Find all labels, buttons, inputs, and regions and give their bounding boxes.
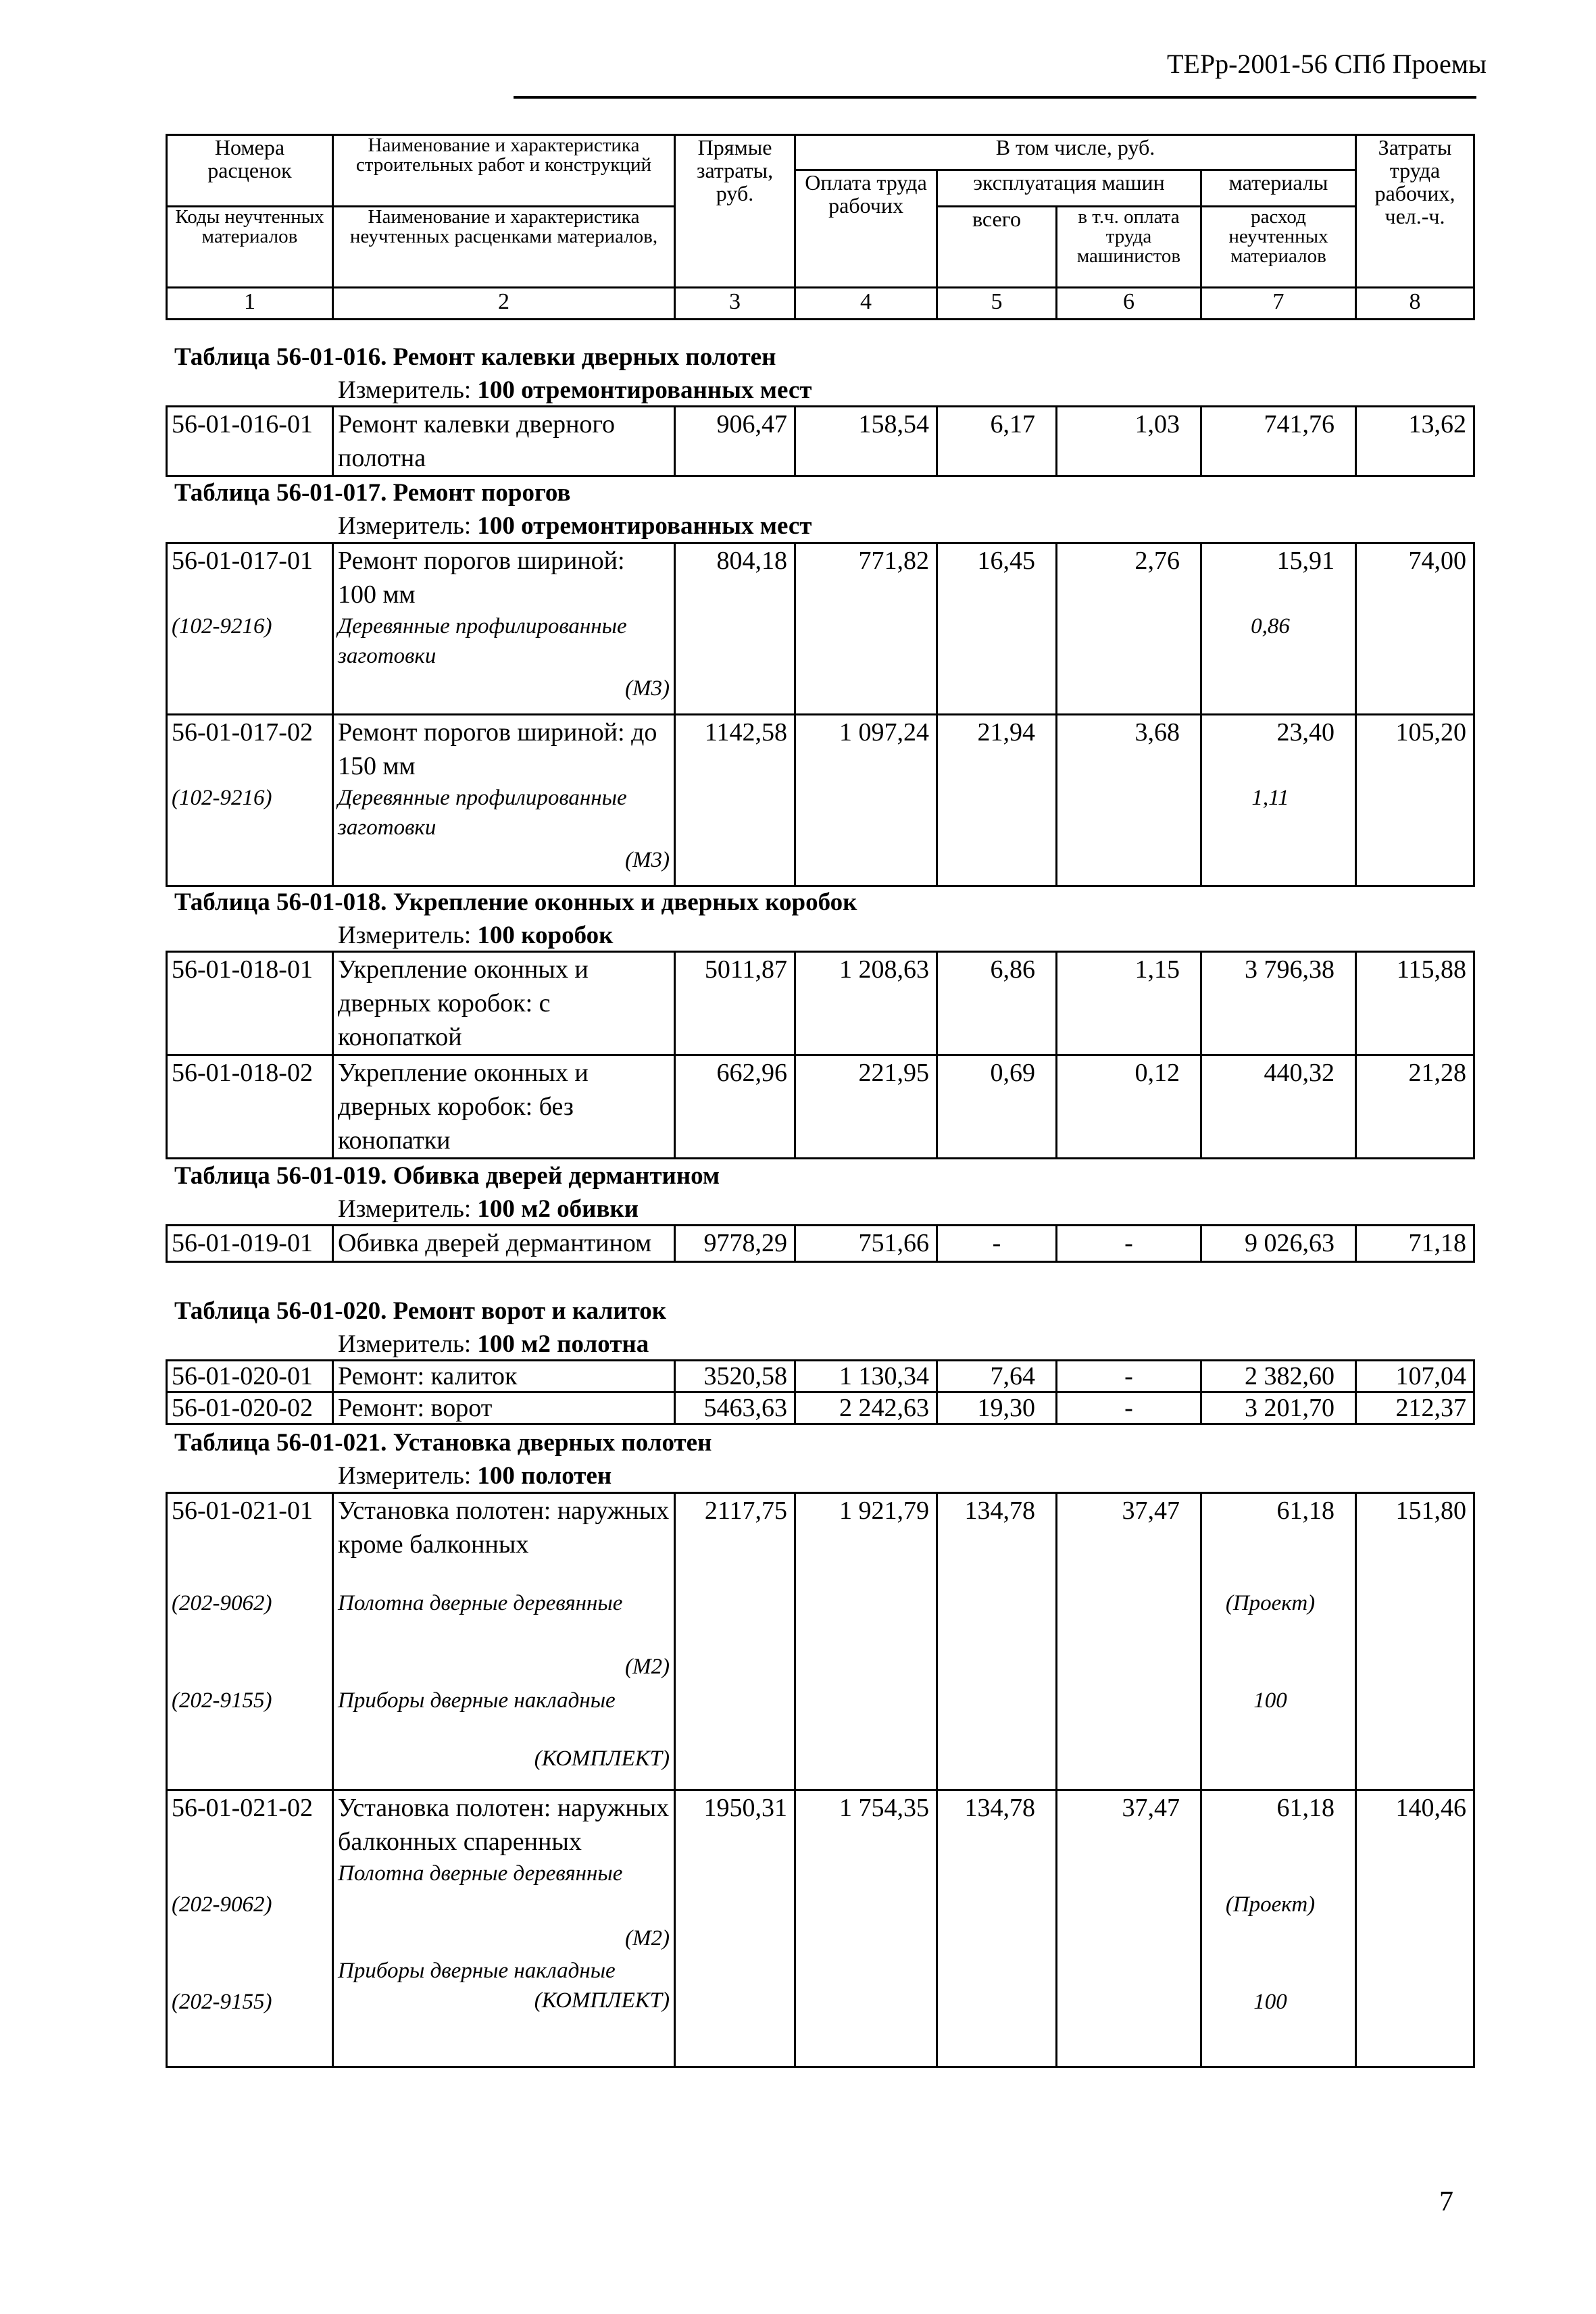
material-code: (202-9062) xyxy=(172,1591,272,1615)
machine-cost: 134,78 xyxy=(937,1790,1057,2067)
col-number: 8 xyxy=(1356,288,1474,320)
table-row xyxy=(167,407,1474,476)
section-measure: Измеритель: 100 отремонтированных мест xyxy=(338,376,812,404)
material-code: (102-9216) xyxy=(172,786,272,810)
col3-header: Прямые затраты, руб. xyxy=(675,135,795,288)
section-title: Таблица 56-01-020. Ремонт ворот и калиток xyxy=(174,1297,667,1325)
rate-code: 56-01-020-02 xyxy=(167,1392,333,1424)
materials-cost: 15,91 xyxy=(1276,547,1335,575)
table-row xyxy=(167,1392,1474,1424)
table-row xyxy=(167,715,1474,886)
col-number: 6 xyxy=(1057,288,1201,320)
materials-cost: 23,40 xyxy=(1276,718,1335,747)
machinist-labor-cost: 3,68 xyxy=(1057,715,1201,886)
rate-name: Укрепление оконных и дверных коробок: без конопатки xyxy=(333,1055,675,1159)
section-measure: Измеритель: 100 м2 обивки xyxy=(338,1195,639,1223)
col7-header: расход неучтенных материалов xyxy=(1201,207,1356,288)
rate-code: 56-01-020-01 xyxy=(167,1361,333,1392)
machinist-labor-cost: - xyxy=(1057,1226,1201,1262)
direct-cost: 3520,58 xyxy=(675,1361,795,1392)
rate-code: 56-01-018-01 xyxy=(167,952,333,1055)
section-table xyxy=(166,542,1475,887)
machine-cost: 7,64 xyxy=(937,1361,1057,1392)
labor-cost: 1 208,63 xyxy=(795,952,937,1055)
labor-hours: 107,04 xyxy=(1356,1361,1474,1392)
labor-hours: 71,18 xyxy=(1356,1226,1474,1262)
col-number: 7 xyxy=(1201,288,1356,320)
material-quantity: 100 xyxy=(1253,1990,1287,2014)
col6-header: в т.ч. оплата труда машинистов xyxy=(1057,207,1201,288)
table-row xyxy=(167,1361,1474,1392)
materials-cost: 440,32 xyxy=(1201,1055,1356,1159)
direct-cost: 804,18 xyxy=(675,543,795,715)
col2-bottom-header: Наименование и характеристика неучтенных расценками материалов, xyxy=(333,207,675,288)
material-unit: (КОМПЛЕКТ) xyxy=(534,1988,670,2013)
labor-cost: 1 130,34 xyxy=(795,1361,937,1392)
materials-cost: 61,18 xyxy=(1276,1794,1335,1822)
labor-hours: 212,37 xyxy=(1356,1392,1474,1424)
material-unit: (М2) xyxy=(625,1655,670,1679)
labor-cost: 2 242,63 xyxy=(795,1392,937,1424)
machine-cost: 16,45 xyxy=(937,543,1057,715)
machine-cost: 134,78 xyxy=(937,1493,1057,1790)
labor-hours: 13,62 xyxy=(1356,407,1474,476)
direct-cost: 1142,58 xyxy=(675,715,795,886)
material-name: Приборы дверные накладные xyxy=(338,1959,616,1983)
machine-cost: 21,94 xyxy=(937,715,1057,886)
col1-bottom-header: Коды неучтенных материалов xyxy=(167,207,333,288)
direct-cost: 5011,87 xyxy=(675,952,795,1055)
material-name: Деревянные профилированные заготовки xyxy=(338,614,627,668)
direct-cost: 662,96 xyxy=(675,1055,795,1159)
machinist-labor-cost: 0,12 xyxy=(1057,1055,1201,1159)
rate-code: 56-01-017-01 xyxy=(172,547,313,575)
rate-name: Установка полотен: наружных кроме балконных xyxy=(338,1496,670,1559)
table-row xyxy=(167,1790,1474,2067)
section-table xyxy=(166,1359,1475,1425)
table-row xyxy=(167,1226,1474,1262)
material-name: Деревянные профилированные заготовки xyxy=(338,786,627,840)
material-quantity: 100 xyxy=(1253,1688,1287,1713)
labor-hours: 74,00 xyxy=(1356,543,1474,715)
labor-cost: 771,82 xyxy=(795,543,937,715)
labor-hours: 151,80 xyxy=(1356,1493,1474,1790)
rate-name: Ремонт порогов шириной: 100 мм xyxy=(338,547,625,609)
materials-cost: 9 026,63 xyxy=(1201,1226,1356,1262)
header-rule xyxy=(514,96,1476,99)
section-table xyxy=(166,951,1475,1159)
table-row xyxy=(167,1493,1474,1790)
machinist-labor-cost: 2,76 xyxy=(1057,543,1201,715)
rate-name: Ремонт: ворот xyxy=(333,1392,675,1424)
rate-name: Ремонт калевки дверного полотна xyxy=(333,407,675,476)
direct-cost: 906,47 xyxy=(675,407,795,476)
machine-cost: 19,30 xyxy=(937,1392,1057,1424)
section-title: Таблица 56-01-019. Обивка дверей дермантином xyxy=(174,1162,720,1190)
materials-cost: 3 796,38 xyxy=(1201,952,1356,1055)
page-header-title: ТЕРр-2001-56 СПб Проемы xyxy=(1167,49,1487,79)
rate-name: Укрепление оконных и дверных коробок: с конопаткой xyxy=(333,952,675,1055)
section-table xyxy=(166,1224,1475,1263)
section-measure: Измеритель: 100 коробок xyxy=(338,922,614,949)
labor-cost: 1 754,35 xyxy=(795,1790,937,2067)
materials-cost: 741,76 xyxy=(1201,407,1356,476)
rate-code: 56-01-019-01 xyxy=(167,1226,333,1262)
page-number: 7 xyxy=(1439,2186,1453,2217)
material-code: (102-9216) xyxy=(172,614,272,638)
machinist-labor-cost: - xyxy=(1057,1361,1201,1392)
material-code: (202-9155) xyxy=(172,1688,272,1713)
labor-hours: 140,46 xyxy=(1356,1790,1474,2067)
labor-cost: 158,54 xyxy=(795,407,937,476)
labor-hours: 21,28 xyxy=(1356,1055,1474,1159)
machinist-labor-cost: 37,47 xyxy=(1057,1493,1201,1790)
machine-cost: 6,17 xyxy=(937,407,1057,476)
rate-code: 56-01-017-02 xyxy=(172,718,313,747)
section-title: Таблица 56-01-018. Укрепление оконных и дверных коробок xyxy=(174,888,857,916)
section-title: Таблица 56-01-021. Установка дверных полотен xyxy=(174,1429,712,1457)
direct-cost: 2117,75 xyxy=(675,1493,795,1790)
section-title: Таблица 56-01-017. Ремонт порогов xyxy=(174,479,571,507)
col5-header: всего xyxy=(937,207,1057,288)
col8-header: Затраты труда рабочих, чел.-ч. xyxy=(1356,135,1474,288)
col4-header: Оплата труда рабочих xyxy=(795,170,937,288)
col-number: 2 xyxy=(333,288,675,320)
material-quantity: 0,86 xyxy=(1251,614,1290,638)
rate-name: Ремонт порогов шириной: до 150 мм xyxy=(338,718,657,780)
labor-hours: 105,20 xyxy=(1356,715,1474,886)
labor-cost: 221,95 xyxy=(795,1055,937,1159)
material-unit: (КОМПЛЕКТ) xyxy=(534,1746,670,1771)
material-name: Полотна дверные деревянные xyxy=(338,1861,623,1886)
table-row xyxy=(167,1055,1474,1159)
materials-header: материалы xyxy=(1201,170,1356,207)
col-number: 3 xyxy=(675,288,795,320)
rate-code: 56-01-021-02 xyxy=(172,1794,313,1822)
material-name: Полотна дверные деревянные xyxy=(338,1591,623,1615)
material-name: Приборы дверные накладные xyxy=(338,1688,616,1713)
table-row xyxy=(167,952,1474,1055)
materials-cost: 2 382,60 xyxy=(1201,1361,1356,1392)
machinist-labor-cost: 1,03 xyxy=(1057,407,1201,476)
material-unit: (М2) xyxy=(625,1926,670,1951)
labor-cost: 1 921,79 xyxy=(795,1493,937,1790)
rate-name: Ремонт: калиток xyxy=(333,1361,675,1392)
table-header xyxy=(166,134,1475,320)
machine-cost: - xyxy=(937,1226,1057,1262)
machines-header: эксплуатация машин xyxy=(937,170,1201,207)
col-number: 1 xyxy=(167,288,333,320)
machinist-labor-cost: 37,47 xyxy=(1057,1790,1201,2067)
group-header: В том числе, руб. xyxy=(795,135,1356,170)
col2-top-header: Наименование и характеристика строительных работ и конструкций xyxy=(333,135,675,207)
section-table xyxy=(166,405,1475,477)
labor-cost: 1 097,24 xyxy=(795,715,937,886)
labor-hours: 115,88 xyxy=(1356,952,1474,1055)
col-number: 5 xyxy=(937,288,1057,320)
section-title: Таблица 56-01-016. Ремонт калевки дверных полотен xyxy=(174,343,776,371)
rate-name: Установка полотен: наружных балконных спаренных xyxy=(338,1794,670,1856)
material-quantity: (Проект) xyxy=(1225,1892,1316,1917)
col1-top-header: Номера расценок xyxy=(167,135,333,207)
material-code: (202-9155) xyxy=(172,1990,272,2014)
labor-cost: 751,66 xyxy=(795,1226,937,1262)
material-quantity: 1,11 xyxy=(1251,786,1289,810)
machinist-labor-cost: - xyxy=(1057,1392,1201,1424)
direct-cost: 5463,63 xyxy=(675,1392,795,1424)
machine-cost: 6,86 xyxy=(937,952,1057,1055)
section-measure: Измеритель: 100 отремонтированных мест xyxy=(338,512,812,540)
rate-name: Обивка дверей дермантином xyxy=(333,1226,675,1262)
table-row xyxy=(167,543,1474,715)
rate-code: 56-01-021-01 xyxy=(172,1496,313,1525)
rate-code: 56-01-016-01 xyxy=(167,407,333,476)
section-measure: Измеритель: 100 м2 полотна xyxy=(338,1330,649,1358)
materials-cost: 3 201,70 xyxy=(1201,1392,1356,1424)
section-measure: Измеритель: 100 полотен xyxy=(338,1462,612,1490)
section-table xyxy=(166,1492,1475,2068)
materials-cost: 61,18 xyxy=(1276,1496,1335,1525)
material-code: (202-9062) xyxy=(172,1892,272,1917)
machinist-labor-cost: 1,15 xyxy=(1057,952,1201,1055)
direct-cost: 1950,31 xyxy=(675,1790,795,2067)
machine-cost: 0,69 xyxy=(937,1055,1057,1159)
material-unit: (М3) xyxy=(625,676,670,701)
rate-code: 56-01-018-02 xyxy=(167,1055,333,1159)
material-quantity: (Проект) xyxy=(1225,1591,1316,1615)
col-number: 4 xyxy=(795,288,937,320)
direct-cost: 9778,29 xyxy=(675,1226,795,1262)
material-unit: (М3) xyxy=(625,848,670,872)
